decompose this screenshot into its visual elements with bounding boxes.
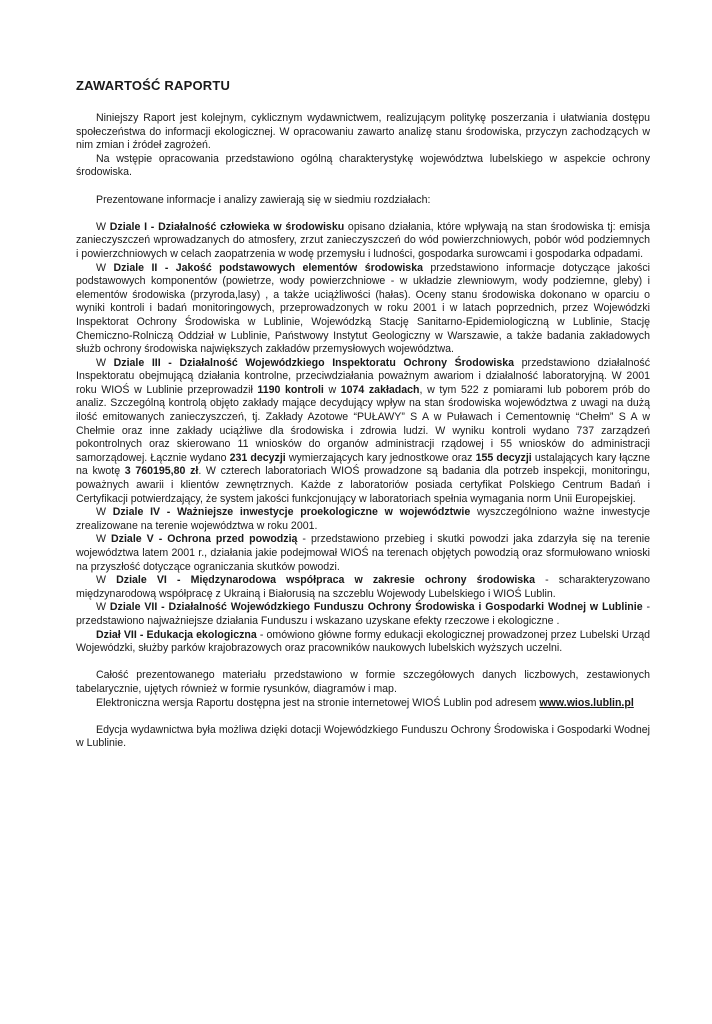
report-page	[76, 78, 650, 751]
chapter-4-paragraph: W Dziale IV - Ważniejsze inwestycje proekologiczne w województwie wyszczególniono ważne inwestycje zrealizowane na terenie województwa w roku 2001.	[76, 506, 650, 532]
chapter-6-title: Dziale VI - Międzynarodowa współpraca w zakresie ochrony środowiska	[116, 574, 535, 587]
intro-paragraph-1: Niniejszy Raport jest kolejnym, cyklicznym wydawnictwem, realizującym politykę poszerzania i ułatwiania dostępu społeczeństwa do informacji ekologicznej. W opracowaniu zawarto analizę stanu środowiska, przyczyn zachodzących w nim zmian i źródeł zagrożeń.	[76, 112, 650, 152]
chapter-3-title: Dziale III - Działalność Wojewódzkiego Inspektoratu Ochrony Środowiska	[113, 356, 515, 369]
chapter-7-paragraph: W Dziale VII - Działalność Wojewódzkiego Funduszu Ochrony Środowiska i Gospodarki Wodnej w Lublinie - przedstawiono najważniejsze działania Funduszu i wskazano uzyskane efekty rzeczowe i ekologiczne .	[76, 601, 650, 627]
chapter-1-paragraph: W Dziale I - Działalność człowieka w środowisku opisano działania, które wpływają na stan środowiska tj: emisja zanieczyszczeń wprowadzanych do atmosfery, zrzut zanieczyszczeń do wód powierzchniowych, pobór wód podziemnych i powierzchniowych w celach zaopatrzenia w wodę przemysłu i ludności, gospodarka surowcami i gospodarka odpadami.	[76, 220, 650, 260]
closing-paragraph-1: Całość prezentowanego materiału przedstawiono w formie szczegółowych danych liczbowych, zestawionych tabelarycznie, ujętych również w formie rysunków, diagramów i map.	[76, 669, 650, 695]
website-link[interactable]: www.wios.lublin.pl	[539, 696, 634, 709]
intro-paragraph-3: Prezentowane informacje i analizy zawierają się w siedmiu rozdziałach:	[96, 193, 431, 206]
intro-paragraph-2: Na wstępie opracowania przedstawiono ogólną charakterystykę województwa lubelskiego w aspekcie ochrony środowiska.	[76, 152, 650, 179]
chapter-8-title: Dział VII - Edukacja ekologiczna	[96, 628, 257, 641]
chapter-8-paragraph: Dział VII - Edukacja ekologiczna - omówiono główne formy edukacji ekologicznej prowadzonej przez Lubelski Urząd Wojewódzki, służby parków krajobrazowych oraz pracowników naukowych lubelskich wyższych uczelni.	[76, 628, 651, 655]
chapter-7-title: Dziale VII - Działalność Wojewódzkiego Funduszu Ochrony Środowiska i Gospodarki Wodnej w Lublinie	[109, 601, 643, 614]
chapter-3-paragraph: W Dziale III - Działalność Wojewódzkiego Inspektoratu Ochrony Środowiska przedstawiono działalność Inspektoratu obejmującą działania kontrolne, przeciwdziałania poważnym awariom i działalność laboratoryjną. W 2001 roku WIOŚ w Lublinie przeprowadził 1190 kontroli w 1074 zakładach, w tym 522 z pomiarami lub poborem prób do analiz. Szczególną kontrolą objęto zakłady mające decydujący wpływ na stan środowiska województwa z uwagi na dużą ilość emitowanych zanieczyszczeń, tj. Zakłady Azotowe “PUŁAWY” S A w Puławach i Cementownię “Chełm” S A w Chełmie oraz inne zakłady uciążliwe dla środowiska i zdrowia ludzi. W wyniku kontroli wydano 737 zarządzeń pokontrolnych oraz skierowano 11 wniosków do organów administracji rządowej i 55 wniosków do administracji samorządowej. Łącznie wydano 231 decyzji wymierzających kary jednostkowe oraz 155 decyzji ustalających kary łączne na kwotę 3 760195,80 zł. W czterech laboratoriach WIOŚ prowadzone są badania dla potrzeb inspekcji, monitoringu, poważnych awarii i klientów zewnętrznych. Każde z laboratoriów posiada certyfikat Polskiego Centrum Badań i Certyfikacji potwierdzający, że system jakości funkcjonujący w laboratoriach spełnia wymagania norm Unii Europejskiej.	[76, 356, 651, 505]
chapter-1-title: Dziale I - Działalność człowieka w środowisku	[109, 220, 345, 233]
chapter-6-paragraph: W Dziale VI - Międzynarodowa współpraca w zakresie ochrony środowiska - scharakteryzowano międzynarodową współpracę z Ukrainą i Białorusią na szczeblu Wojewody Lubelskiego i WIOŚ Lublin.	[76, 574, 650, 600]
closing-paragraph-3: Edycja wydawnictwa była możliwa dzięki dotacji Wojewódzkiego Funduszu Ochrony Środowiska i Gospodarki Wodnej w Lublinie.	[76, 723, 650, 750]
chapter-2-title: Dziale II - Jakość podstawowych elementów środowiska	[113, 261, 423, 274]
chapter-2-paragraph: W Dziale II - Jakość podstawowych elementów środowiska przedstawiono informacje dotyczące jakości podstawowych komponentów (powietrze, wody powierzchniowe - w układzie zlewniowym, wody podziemne, gleby) i elementów środowiska (przyroda,lasy) , a także uciążliwości (hałas). Oceny stanu środowiska dokonano w oparciu o wyniki kontroli i badań monitoringowych, przeprowadzonych w roku 2001 i w latach poprzednich, przez Wojewódzki Inspektorat Ochrony Środowiska w Lublinie, Wojewódzką Stację Sanitarno-Epidemiologiczną w Lublinie, Stację Chemiczno-Rolniczą Oddział w Lublinie, Państwowy Instytut Geologiczny w Warszawie, a także badania zakładowych służb ochrony środowiska największych zakładów przemysłowych województwa.	[76, 261, 650, 356]
chapter-4-title: Dziale IV - Ważniejsze inwestycje proekologiczne w województwie	[112, 506, 471, 519]
closing-paragraph-2: Elektroniczna wersja Raportu dostępna jest na stronie internetowej WIOŚ Lublin pod adresem www.wios.lublin.pl	[96, 696, 634, 709]
chapter-5-title: Dziale V - Ochrona przed powodzią	[111, 533, 298, 546]
chapter-5-paragraph: W Dziale V - Ochrona przed powodzią - przedstawiono przebieg i skutki powodzi jaka zdarzyła się na terenie województwa latem 2001 r., działania jakie podejmował WIOŚ na terenach objętych powodzią oraz sformułowano wnioski na przyszłość dotyczące ograniczania skutków powodzi.	[76, 533, 650, 573]
page-title: ZAWARTOŚĆ RAPORTU	[76, 78, 231, 93]
